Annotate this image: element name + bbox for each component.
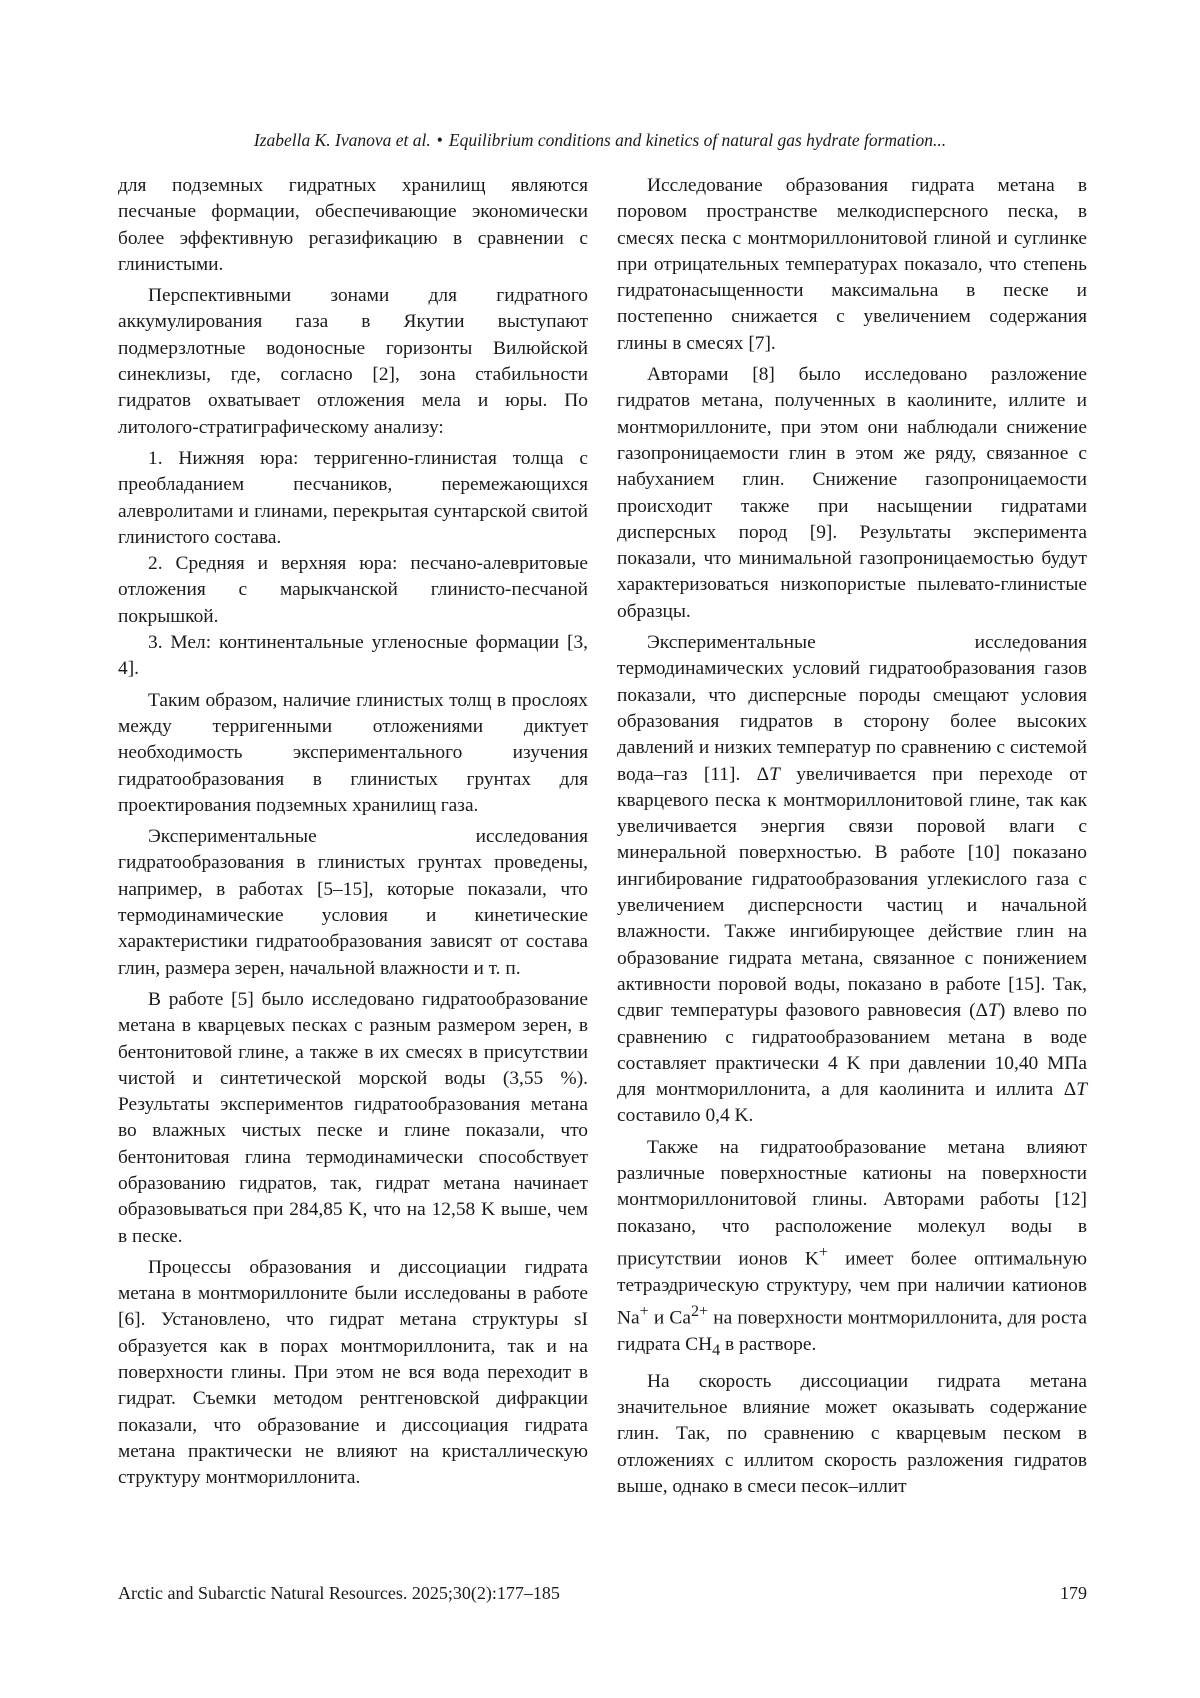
paragraph: Перспективными зонами для гидратного аккумулирования газа в Якутии выступают подмерзлотные водоносные горизонты Вилюйской синеклизы, где, согласно [2], зона стабильности гидратов охватывает отложения мела и юры. По литолого-стратиграфическому анализу: bbox=[118, 285, 588, 438]
left-column bbox=[118, 173, 588, 1497]
header-title: Equilibrium conditions and kinetics of natural gas hydrate formation... bbox=[448, 130, 947, 150]
paragraph: для подземных гидратных хранилищ являются песчаные формации, обеспечивающие экономически более эффективную регазификацию в сравнении с глинистыми. bbox=[118, 175, 588, 275]
paragraph: Таким образом, наличие глинистых толщ в прослоях между терригенными отложениями диктует необходимость экспериментального изучения гидратообразования в глинистых грунтах для проектирования подземных хранилищ газа. bbox=[118, 689, 588, 816]
footer-journal: Arctic and Subarctic Natural Resources. 2025;30(2):177–185 bbox=[118, 1583, 560, 1603]
paragraph: На скорость диссоциации гидрата метана значительное влияние может оказывать содержание глин. Так, по сравнению с кварцевым песком в отложениях с иллитом скорость разложения гидратов выше, однако в смеси песок–иллит bbox=[617, 1370, 1087, 1498]
header-authors: Izabella K. Ivanova et al. bbox=[253, 130, 431, 150]
page-number: 179 bbox=[1060, 1583, 1087, 1603]
list-item: 1. Нижняя юра: терригенно-глинистая толща с преобладанием песчаников, перемежающихся алевролитами и глинами, перекрытая сунтарской свитой глинистого состава. bbox=[118, 447, 588, 548]
paragraph: В работе [5] было исследовано гидратообразование метана в кварцевых песках с разным размером зерен, в бентонитовой глине, а также в их смесях в присутствии чистой и синтетической морской воды (3,55 %). Результаты экспериментов гидратообразования метана во влажных чистых песке и глине показали, что бентонитовая глина термодинамически способствует образованию гидратов, так, гидрат метана начинает образовываться при 284,85 K, что на 12,58 K выше, чем в песке. bbox=[118, 988, 588, 1247]
paragraph: Исследование образования гидрата метана в поровом пространстве мелкодисперсного песка, в смесях песка с монтмориллонитовой глиной и суглинке при отрицательных температурах показало, что степень гидратонасыщенности максимальна в песке и постепенно снижается с увеличением содержания глины в смесях [7]. bbox=[617, 175, 1087, 354]
right-column bbox=[617, 173, 1087, 1505]
paragraph: Также на гидратообразование метана влияют различные поверхностные катионы на поверхности монтмориллонитовой глины. Авторами работы [12] показано, что расположение молекул воды в присутствии ионов K+ имеет более оптимальную тетраэдрическую структуру, чем при наличии катионов Na+ и $Ca^{2+}$ на поверхности монтмориллонита, для роста гидрата $CH_4$ в растворе. bbox=[617, 1136, 1087, 1359]
running-header bbox=[0, 130, 1200, 151]
list-item: 2. Средняя и верхняя юра: песчано-алевритовые отложения с марыкчанской глинисто-песчаной покрышкой. bbox=[118, 553, 588, 627]
header-separator: • bbox=[436, 130, 443, 150]
list-item: 3. Мел: континентальные угленосные формации [3, 4]. bbox=[118, 632, 588, 680]
paragraph: Экспериментальные исследования гидратообразования в глинистых грунтах проведены, например, в работах [5–15], которые показали, что термодинамические условия и кинетические характеристики гидратообразования зависят от состава глин, размера зерен, начальной влажности и т. п. bbox=[118, 826, 588, 979]
paragraph: Процессы образования и диссоциации гидрата метана в монтмориллоните были исследованы в работе [6]. Установлено, что гидрат метана структуры sI образуется как в порах монтмориллонита, так и на поверхности глины. При этом не вся вода переходит в гидрат. Съемки методом рентгеновской дифракции показали, что образование и диссоциация гидрата метана практически не влияют на кристаллическую структуру монтмориллонита. bbox=[118, 1256, 588, 1489]
page-footer bbox=[118, 1583, 1087, 1604]
paragraph: Экспериментальные исследования термодинамических условий гидратообразования газов показали, что дисперсные породы смещают условия образования гидратов в сторону более высоких давлений и низких температур по сравнению с системой вода–газ [11]. ΔT увеличивается при переходе от кварцевого песка к монтмориллонитовой глине, так как увеличивается энергия связи поровой влаги с минеральной поверхностью. В работе [10] показано ингибирование гидратообразования углекислого газа с увеличением дисперсности частиц и начальной влажности. Также ингибирующее действие глин на образование гидрата метана, связанное с понижением активности поровой воды, показано в работе [15]. Так, сдвиг температуры фазового равновесия (ΔT) влево по сравнению с гидратообразованием метана в воде составляет практически 4 K при давлении 10,40 МПа для монтмориллонита, а для каолинита и иллита ΔT составило 0,4 K. bbox=[617, 632, 1087, 1127]
paragraph: Авторами [8] было исследовано разложение гидратов метана, полученных в каолините, иллите и монтмориллоните, при этом они наблюдали снижение газопроницаемости глин в этом же ряду, связанное с набуханием глин. Снижение газопроницаемости происходит также при насыщении гидратами дисперсных пород [9]. Результаты эксперимента показали, что минимальной газопроницаемостью будут характеризоваться низкопористые пылевато-глинистые образцы. bbox=[617, 364, 1087, 622]
